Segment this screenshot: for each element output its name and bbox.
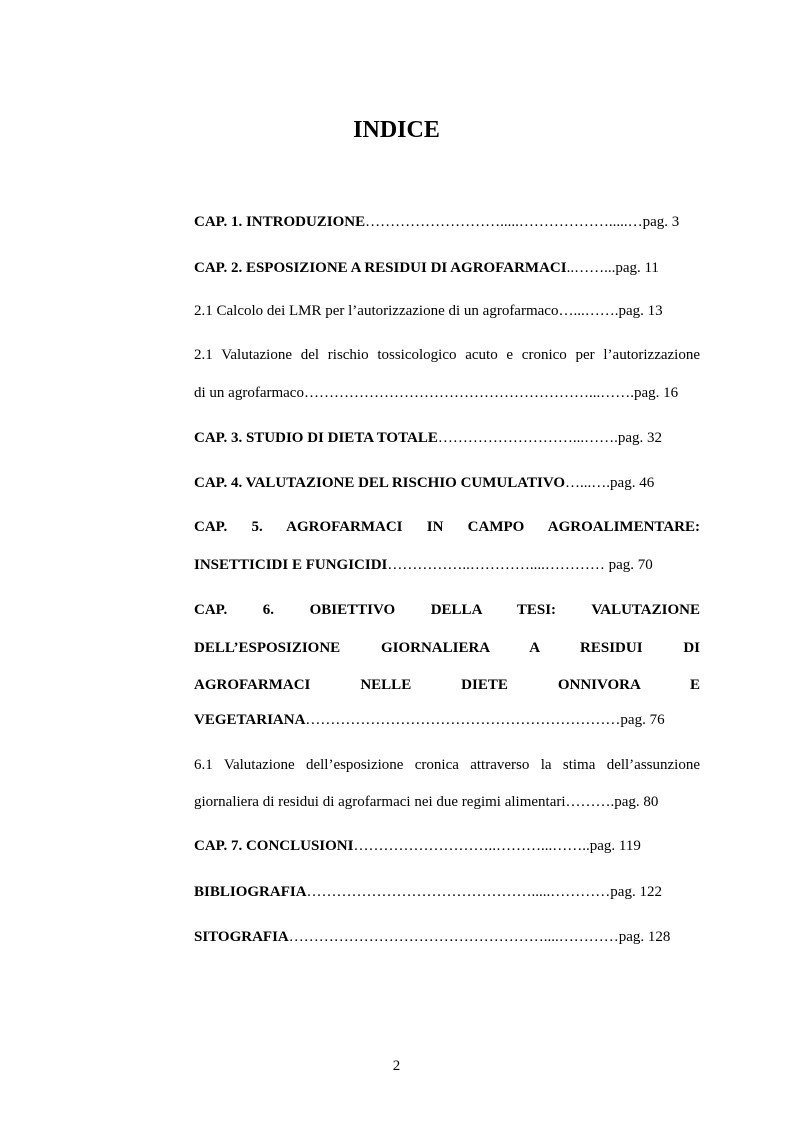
page-number: 2 [392, 1058, 401, 1074]
toc-entry-cap-2 [194, 257, 700, 279]
toc-text-line: 6.1 Valutazione dell’esposizione cronica attraverso la stima dell’assunzione [194, 757, 700, 773]
page-title: INDICE [353, 117, 440, 143]
toc-text-line: giornaliera di residui di agrofarmaci nei due regimi alimentari……….pag. 80 [194, 794, 659, 810]
toc-heading: SITOGRAFIA [194, 929, 289, 945]
toc-leader-page: ………………………………………………………pag. 76 [305, 712, 665, 728]
toc-leader-page: ……………………………………….....…………pag. 122 [306, 884, 662, 900]
toc-entry-sitografia [194, 926, 700, 948]
toc-leader-page: ……………..…………....………… pag. 70 [387, 557, 653, 573]
toc-entry-cap-1 [194, 211, 700, 233]
toc-entry-cap-7 [194, 835, 700, 857]
toc-heading-line: DELL’ESPOSIZIONE GIORNALIERA A RESIDUI DI [194, 640, 700, 656]
toc-leader-page: …...….pag. 46 [565, 475, 655, 491]
toc-heading-line: AGROFARMACI NELLE DIETE ONNIVORA E [194, 677, 700, 693]
toc-heading: INSETTICIDI E FUNGICIDI [194, 557, 388, 573]
toc-heading: CAP. 7. CONCLUSIONI [194, 838, 354, 854]
toc-heading: CAP. 4. VALUTAZIONE DEL RISCHIO CUMULATIVO [194, 475, 566, 491]
toc-heading-line: CAP. 5. AGROFARMACI IN CAMPO AGROALIMENTARE: [194, 519, 700, 535]
toc-heading-line: CAP. 6. OBIETTIVO DELLA TESI: VALUTAZIONE [194, 602, 700, 618]
toc-entry-cap-4 [194, 472, 700, 494]
toc-text-line: 2.1 Valutazione del rischio tossicologico acuto e cronico per l’autorizzazione [194, 347, 700, 363]
toc-heading: CAP. 3. STUDIO DI DIETA TOTALE [194, 430, 438, 446]
toc-heading: BIBLIOGRAFIA [194, 884, 307, 900]
toc-leader-page: ………………………..………...……..pag. 119 [353, 838, 641, 854]
toc-leader-page: ………………………...…….pag. 32 [437, 430, 662, 446]
toc-heading-line [194, 554, 700, 576]
toc-leader-page: ……………………………………………....…………pag. 128 [288, 929, 671, 945]
toc-heading: CAP. 1. INTRODUZIONE [194, 214, 366, 230]
toc-heading-line [194, 709, 700, 731]
toc-heading: VEGETARIANA [194, 712, 306, 728]
toc-entry-2-1-lmr: 2.1 Calcolo dei LMR per l’autorizzazione di un agrofarmaco…...…….pag. 13 [194, 303, 663, 319]
toc-leader-page: ……………………….....……………….....…pag. 3 [365, 214, 680, 230]
toc-heading: CAP. 2. ESPOSIZIONE A RESIDUI DI AGROFARMACI [194, 260, 567, 276]
toc-entry-bibliografia [194, 881, 700, 903]
toc-entry-cap-3 [194, 427, 700, 449]
toc-leader-page: ..……...pag. 11 [566, 260, 659, 276]
toc-text-line: di un agrofarmaco…………………………………………………...…….pag. 16 [194, 385, 679, 401]
